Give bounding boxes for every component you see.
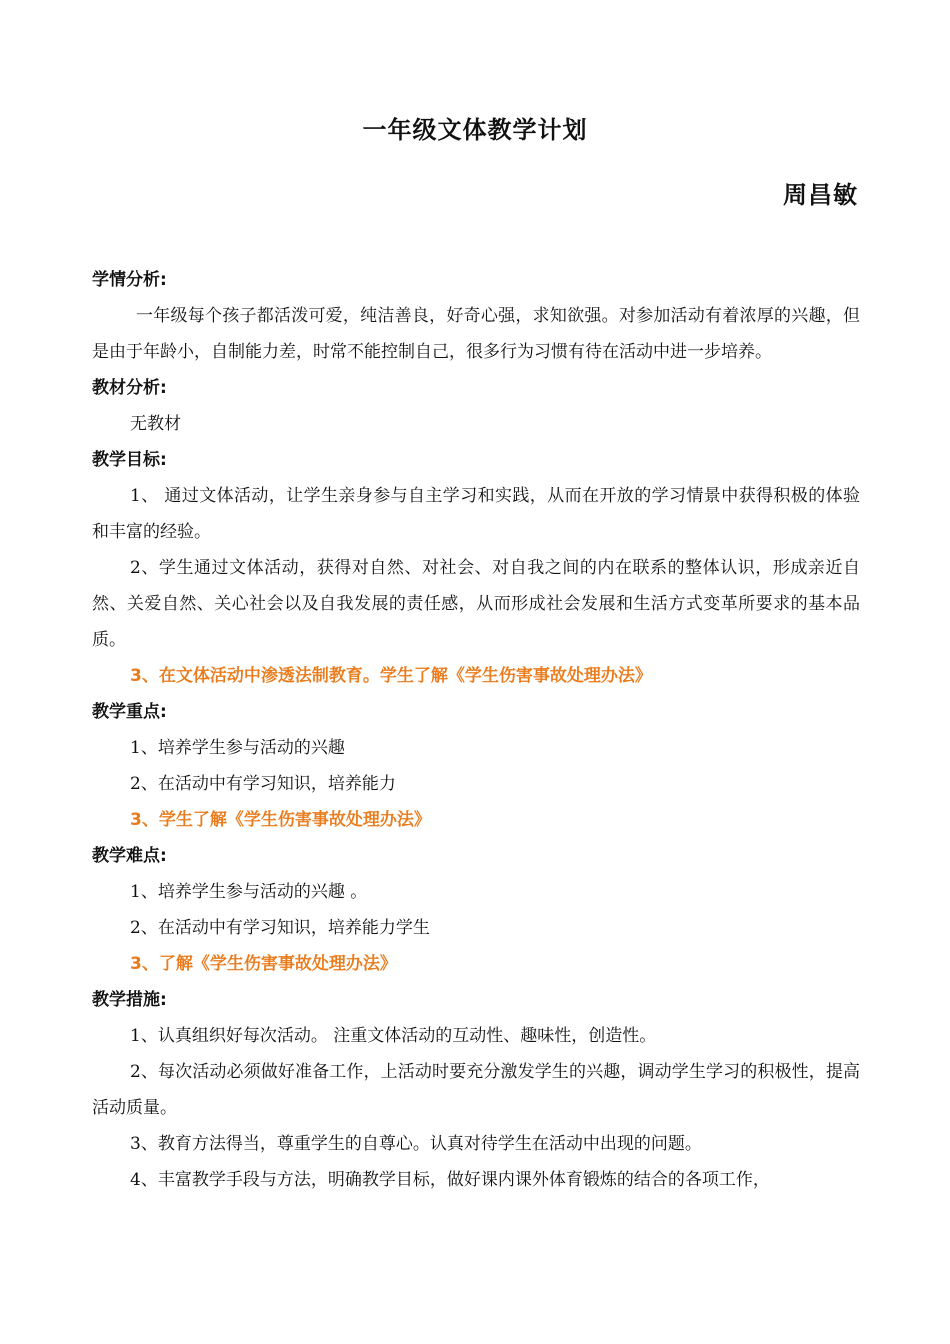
measure-item-1: 1、认真组织好每次活动。 注重文体活动的互动性、趣味性，创造性。 — [130, 1026, 657, 1046]
document-body — [92, 262, 860, 1198]
goal-item-2: 2、学生通过文体活动，获得对自然、对社会、对自我之间的内在联系的整体认识，形成亲近自然、关爱自然、关心社会以及自我发展的责任感，从而形成社会发展和生活方式变革所要求的基本品质。 — [92, 558, 860, 650]
key-point-item-3: 3、学生了解《学生伤害事故处理办法》 — [130, 810, 431, 830]
goal-item-3: 3、在文体活动中渗透法制教育。学生了解《学生伤害事故处理办法》 — [130, 666, 652, 686]
goal-item-1: 1、 通过文体活动，让学生亲身参与自主学习和实践，从而在开放的学习情景中获得积极的体验和丰富的经验。 — [92, 486, 860, 542]
measure-item-3: 3、教育方法得当，尊重学生的自尊心。认真对待学生在活动中出现的问题。 — [130, 1134, 702, 1154]
document-title: 一年级文体教学计划 — [362, 116, 588, 144]
measure-item-4: 4、丰富教学手段与方法，明确教学目标，做好课内课外体育锻炼的结合的各项工作， — [130, 1170, 770, 1190]
document-author: 周昌敏 — [783, 181, 858, 209]
heading-materials: 教材分析: — [92, 378, 167, 398]
key-point-item-1: 1、培养学生参与活动的兴趣 — [130, 738, 345, 758]
difficulty-item-3: 3、了解《学生伤害事故处理办法》 — [130, 954, 397, 974]
analysis-paragraph: 一年级每个孩子都活泼可爱，纯洁善良，好奇心强，求知欲强。对参加活动有着浓厚的兴趣，但是由于年龄小，自制能力差，时常不能控制自己，很多行为习惯有待在活动中进一步培养。 — [92, 306, 860, 362]
difficulty-item-2: 2、在活动中有学习知识，培养能力学生 — [130, 918, 430, 938]
heading-key-points: 教学重点: — [92, 702, 167, 722]
heading-difficulties: 教学难点: — [92, 846, 167, 866]
materials-paragraph: 无教材 — [130, 414, 181, 434]
difficulty-item-1: 1、培养学生参与活动的兴趣 。 — [130, 882, 368, 902]
heading-goals: 教学目标: — [92, 450, 167, 470]
heading-analysis: 学情分析: — [92, 270, 167, 290]
heading-measures: 教学措施: — [92, 990, 167, 1010]
measure-item-2: 2、每次活动必须做好准备工作，上活动时要充分激发学生的兴趣，调动学生学习的积极性，提高活动质量。 — [92, 1062, 860, 1118]
key-point-item-2: 2、在活动中有学习知识，培养能力 — [130, 774, 396, 794]
